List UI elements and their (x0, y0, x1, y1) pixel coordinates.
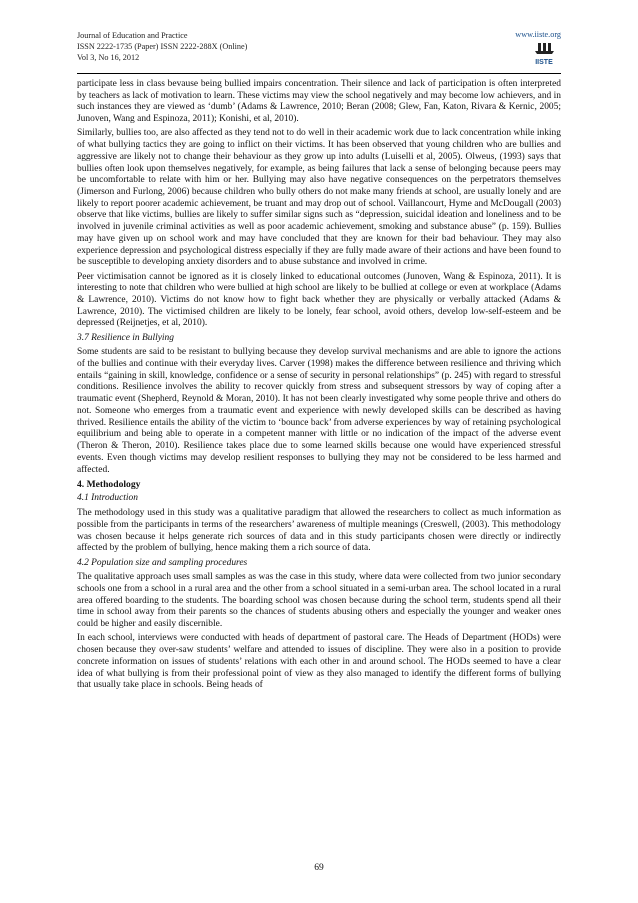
paragraph: Similarly, bullies too, are also affected as they tend not to do well in their academic work due to lack concentration while inking of what bullying tactics they are going to inflict on their victims. It has been observed that young children who are bullies and aggressive are likely not to change their behaviour as they grow up into adults (Luiselli et al, 2005). Olweus, (1993) says that bullies often look upon themselves negatively, for example, as being failures that lack a sense of belonging because peers may be uncomfortable to relate with him or her. Bullying may also have negative consequences on the perpetrators themselves (Jimerson and Furlong, 2006) because children who bully others do not make many friends at school, are usually lonely and are likely to report poorer academic achievement, be truant and may drop out of school. Vaillancourt, Hyme and McDougall (2003) observe that like victims, bullies are likely to suffer similar signs such as “depression, suicidal ideation and loneliness and to be involved in juvenile criminal activities as well as poor academic achievement, smoking and substance abuse” (p. 159). Bullies may have given up on school work and may have concluded that they are known for their bad behaviour. They may also experience depression and psychological distress especially if they are fully made aware of their actions and have been found to be susceptible to developing anxiety disorders and to abuse substance and involved in crime. (77, 128, 561, 268)
subsection-heading: 4.1 Introduction (77, 493, 138, 504)
volume-line: Vol 3, No 16, 2012 (77, 53, 140, 62)
journal-name: Journal of Education and Practice (77, 31, 188, 40)
page-header (77, 30, 561, 72)
paragraph: Peer victimisation cannot be ignored as it is closely linked to educational outcomes (Junoven, Wang & Espinoza, 2011). It is interesting to note that children who were bullied at high school are likely to be bullied at college or even at workplace (Adams & Lawrence, 2010). Victims do not know how to fight back whether they are physically or verbally attacked (Adams & Lawrence, 2010). The victimised children are likely to be lonely, fear school, avoid others, develop low-self-esteem and be depressed (Reijnetjes, et al, 2010). (77, 271, 561, 329)
issn-line: ISSN 2222-1735 (Paper) ISSN 2222-288X (Online) (77, 42, 248, 51)
paragraph: In each school, interviews were conducted with heads of department of pastoral care. The Heads of Department (HODs) were chosen because they over-saw students’ welfare and attended to issues of discipline. They were also in a position to provide concrete information on issues of students’ relations with each other in and around school. The HODs seemed to have a clear idea of what bullying is from their professional point of view as they also managed to identify the different forms of bullying that usually take place in schools. Being heads of (77, 633, 561, 691)
article-body (77, 79, 561, 694)
subsection-heading: 3.7 Resilience in Bullying (77, 332, 174, 343)
section-heading: 4. Methodology (77, 478, 141, 490)
logo-text: IISTE (535, 59, 553, 66)
paragraph: Some students are said to be resistant to bullying because they develop survival mechanisms and are able to ignore the actions of the bullies and continue with their everyday lives. Carver (1998) makes the difference between resilience and thriving which entails “gaining in skill, knowledge, confidence or a sense of security in personal relationships” (p. 245) with regard to stressful conditions. Resilience involves the ability to recover quickly from stress and subsequent stressors by way of coping after a traumatic event (Shepherd, Reynold & Moran, 2010). It has not been clearly investigated why some people thrive and others do not. Someone who emerges from a traumatic event and experience with newly developed skills can be described as having thrived. Resilience entails the ability of the victim to ‘bounce back’ from adverse experiences by way of retaining psychological equilibrium and being able to operate in a competent manner with little or no indication of the impact of the adverse event (Theron & Theron, 2010). Resilience takes place due to some learned skills because one would have experienced stressful events. Even though victims may develop resilient responses to bullying they may not be considered to be less harmed and affected. (77, 347, 561, 475)
paragraph: The methodology used in this study was a qualitative paradigm that allowed the researchers to collect as much information as possible from the participants in terms of the researchers’ awareness of multiple meanings (Creswell, (2003). This methodology was chosen because it helps generate rich sources of data and in this study participants chosen were directly or indirectly affected by the problem of bullying, hence making them a rich source of data. (77, 508, 561, 554)
website-link[interactable]: www.iiste.org (515, 30, 561, 39)
page-number: 69 (314, 863, 324, 873)
iiste-logo-icon (529, 42, 559, 66)
paragraph: participate less in class bevause being bullied impairs concentration. Their silence and lack of participation is often interpreted by teachers as lack of motivation to learn. These victims may view the school negatively and may become low achievers, and in such instances they are viewed as ‘dumb’ (Adams & Lawrence, 2010; Beran (2008; Glew, Fan, Katon, Rivara & Kernic, 2005; Junoven, Wang and Espinoza, 2011); Konishi, et al, 2010). (77, 79, 561, 125)
paragraph: The qualitative approach uses small samples as was the case in this study, where data were collected from two junior secondary schools one from a school in a rural area and the other from a school situated in a semi-urban area. The school located in a rural area offered boarding to the students. The boarding school was chosen because during the school term, students spend all their time in school away from their parents so the chances of students abusing others and especially the younger and weaker ones could be higher and easily discernible. (77, 572, 561, 630)
header-divider (77, 73, 561, 74)
subsection-heading: 4.2 Population size and sampling procedures (77, 557, 248, 568)
